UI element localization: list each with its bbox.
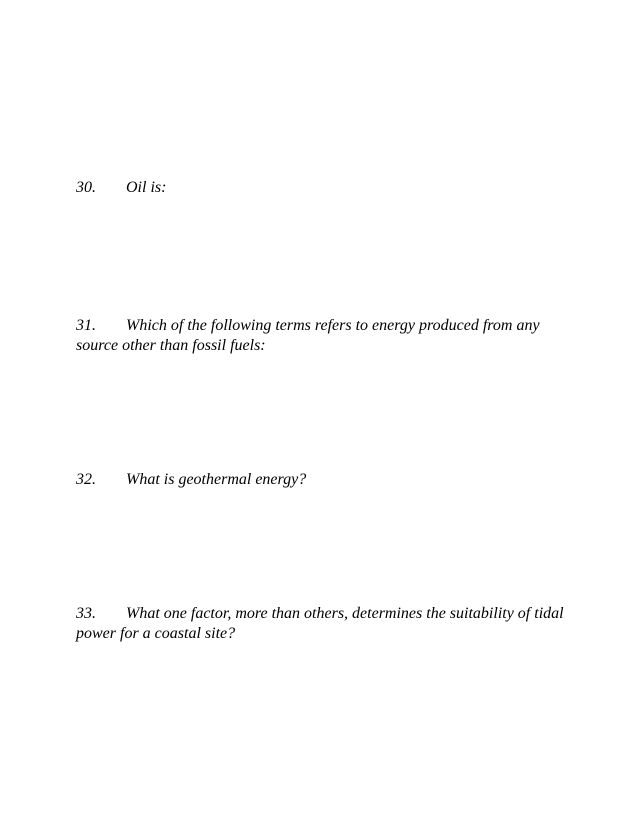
- question-text: Oil is:: [126, 179, 167, 196]
- question-text: What one factor, more than others, determines the suitability of tidal power for a coastal site?: [76, 605, 564, 642]
- question-text: Which of the following terms refers to energy produced from any source other than fossil fuels:: [76, 317, 540, 354]
- question-number: 33.: [76, 605, 96, 622]
- question-number: 31.: [76, 317, 96, 334]
- question-30: [76, 178, 576, 198]
- question-32: [76, 470, 576, 490]
- question-text: What is geothermal energy?: [126, 471, 307, 488]
- question-33: [76, 604, 576, 644]
- question-number: 30.: [76, 179, 96, 196]
- question-number: 32.: [76, 471, 96, 488]
- question-31: [76, 316, 576, 356]
